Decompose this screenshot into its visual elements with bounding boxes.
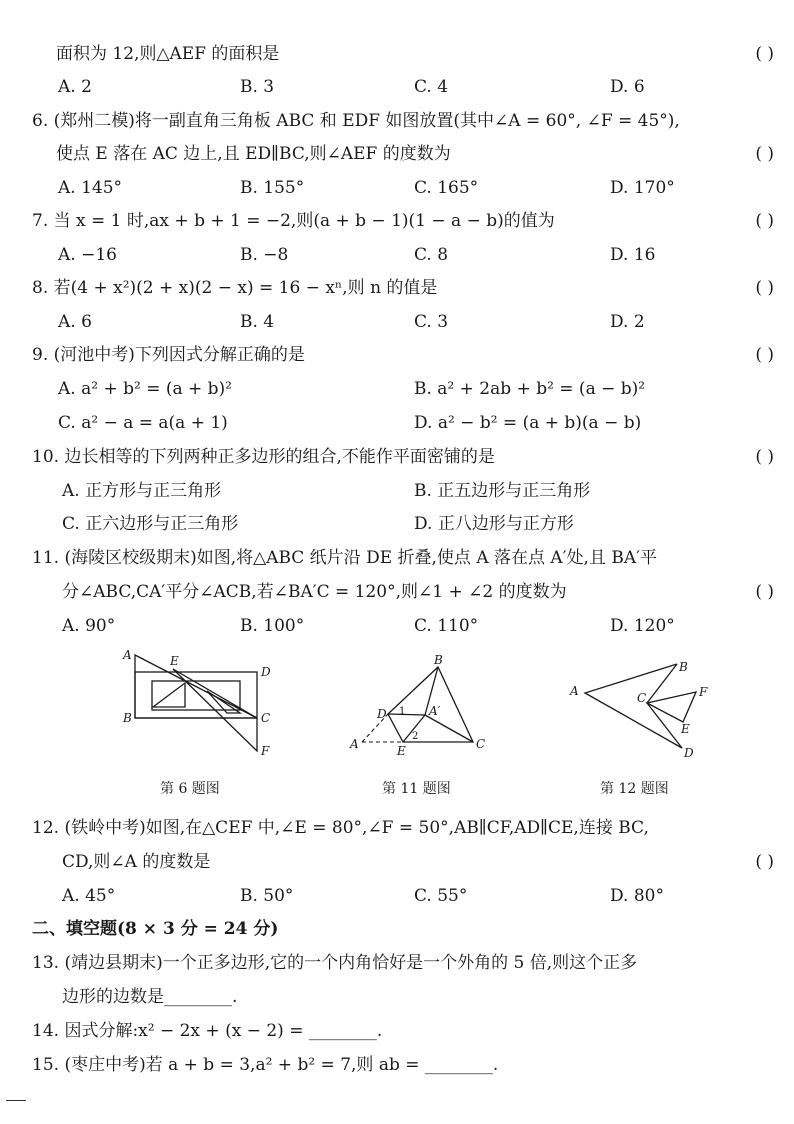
q9-option-b: B. a² + 2ab + b² = (a − b)² (414, 379, 646, 399)
q6-text-line2: 使点 E 落在 AC 边上,且 ED∥BC,则∠AEF 的度数为 (56, 144, 451, 164)
q12-option-b: B. 50° (240, 886, 294, 906)
q7-option-b: B. −8 (240, 245, 289, 265)
q7-text: 7. 当 x = 1 时,ax + b + 1 = −2,则(a + b − 1)(1 − a − b)的值为 (32, 211, 555, 231)
q11-text-line1: 11. (海陵区校级期末)如图,将△ABC 纸片沿 DE 折叠,使点 A 落在点 A′处,且 BA′平 (32, 548, 657, 568)
fig12-label-e: E (681, 722, 690, 736)
q12-answer-paren: ( ) (755, 852, 774, 872)
q7-answer-paren: ( ) (755, 211, 774, 231)
figure-6 (115, 645, 280, 765)
q5-option-c: C. 4 (414, 77, 449, 97)
q8-answer-paren: ( ) (755, 278, 774, 298)
q6-option-d: D. 170° (610, 178, 675, 198)
fig11-label-b: B (434, 653, 443, 667)
q13-text-line2: 边形的边数是________. (62, 987, 238, 1007)
fig6-inner-rect (152, 681, 240, 710)
q9-option-d: D. a² − b² = (a + b)(a − b) (414, 413, 642, 433)
q6-option-c: C. 165° (414, 178, 479, 198)
q12-option-c: C. 55° (414, 886, 468, 906)
q12-option-a: A. 45° (62, 886, 116, 906)
q10-option-c: C. 正六边形与正三角形 (62, 514, 239, 534)
fig6-label-d: D (261, 665, 271, 679)
fig11-label-d: D (377, 707, 387, 721)
q9-answer-paren: ( ) (755, 345, 774, 365)
q8-option-c: C. 3 (414, 312, 449, 332)
q7-option-c: C. 8 (414, 245, 449, 265)
fig11-label-c: C (476, 737, 486, 751)
q6-option-b: B. 155° (240, 178, 305, 198)
fig6-outer-rect (135, 672, 257, 718)
q12-option-d: D. 80° (610, 886, 664, 906)
fig6-label-c: C (261, 711, 271, 725)
q6-text-line1: 6. (郑州二模)将一副直角三角板 ABC 和 EDF 如图放置(其中∠A = 60°, ∠F = 45°), (32, 111, 680, 131)
q10-text: 10. 边长相等的下列两种正多边形的组合,不能作平面密铺的是 (32, 447, 495, 467)
fig6-label-e: E (170, 654, 179, 668)
fig11-label-a-prime: A′ (429, 704, 441, 718)
figure-11 (345, 650, 495, 760)
q5-option-a: A. 2 (58, 77, 92, 97)
q11-text-line2: 分∠ABC,CA′平分∠ACB,若∠BA′C = 120°,则∠1 + ∠2 的度数为 (62, 582, 567, 602)
q9-option-c: C. a² − a = a(a + 1) (58, 413, 228, 433)
q12-text-line1: 12. (铁岭中考)如图,在△CEF 中,∠E = 80°,∠F = 50°,AB∥CF,AD∥CE,连接 BC, (32, 818, 649, 838)
fig12-label-f: F (699, 685, 708, 699)
section-2-title: 二、填空题(8 × 3 分 = 24 分) (32, 919, 279, 939)
q7-option-a: A. −16 (58, 245, 117, 265)
q5-option-d: D. 6 (610, 77, 645, 97)
fig6-triangle-abc (135, 655, 257, 718)
figure-12 (565, 650, 725, 760)
fig12-label-b: B (679, 660, 688, 674)
fig11-label-2: 2 (412, 731, 419, 742)
q10-answer-paren: ( ) (755, 447, 774, 467)
q8-option-a: A. 6 (58, 312, 92, 332)
q9-option-a: A. a² + b² = (a + b)² (58, 379, 232, 399)
q11-option-c: C. 110° (414, 616, 479, 636)
q5-option-b: B. 3 (240, 77, 275, 97)
q15-text: 15. (枣庄中考)若 a + b = 3,a² + b² = 7,则 ab = ________. (32, 1055, 499, 1075)
fig12-caption: 第 12 题图 (600, 781, 669, 797)
fig12-label-c: C (637, 691, 647, 705)
fig11-label-1: 1 (399, 706, 406, 717)
q13-text-line1: 13. (靖边县期末)一个正多边形,它的一个内角恰好是一个外角的 5 倍,则这个正多 (32, 953, 638, 973)
q7-option-d: D. 16 (610, 245, 656, 265)
q6-answer-paren: ( ) (755, 144, 774, 164)
q8-text: 8. 若(4 + x²)(2 + x)(2 − x) = 16 − xⁿ,则 n 的值是 (32, 278, 438, 298)
fig11-label-a: A (350, 737, 359, 751)
q11-option-a: A. 90° (62, 616, 116, 636)
q10-option-b: B. 正五边形与正三角形 (414, 481, 591, 501)
fig11-caption: 第 11 题图 (382, 781, 451, 797)
fig6-inner-triangle (153, 683, 185, 707)
fig6-label-a: A (123, 648, 132, 662)
fig12-triangle-cef (647, 692, 696, 722)
q10-option-a: A. 正方形与正三角形 (62, 481, 222, 501)
fig11-line-da (388, 714, 425, 715)
fig12-label-a: A (570, 684, 579, 698)
q5-text: 面积为 12,则△AEF 的面积是 (56, 44, 280, 64)
fig12-label-d: D (684, 746, 694, 760)
q14-text: 14. 因式分解:x² − 2x + (x − 2) = ________. (32, 1021, 383, 1041)
q11-answer-paren: ( ) (755, 582, 774, 602)
q8-option-b: B. 4 (240, 312, 275, 332)
fig11-line-ac (425, 715, 473, 742)
q9-text: 9. (河池中考)下列因式分解正确的是 (32, 345, 305, 365)
fig6-label-b: B (123, 711, 132, 725)
q10-option-d: D. 正八边形与正方形 (414, 514, 574, 534)
fig6-label-f: F (261, 744, 270, 758)
fig6-caption: 第 6 题图 (160, 781, 220, 797)
q5-answer-paren: ( ) (755, 44, 774, 64)
footer-rule (6, 1100, 26, 1101)
q11-option-d: D. 120° (610, 616, 675, 636)
fig11-label-e: E (397, 744, 406, 758)
q11-option-b: B. 100° (240, 616, 305, 636)
q6-option-a: A. 145° (58, 178, 123, 198)
q12-text-line2: CD,则∠A 的度数是 (62, 852, 211, 872)
q8-option-d: D. 2 (610, 312, 645, 332)
fig12-line-cd (647, 703, 682, 748)
